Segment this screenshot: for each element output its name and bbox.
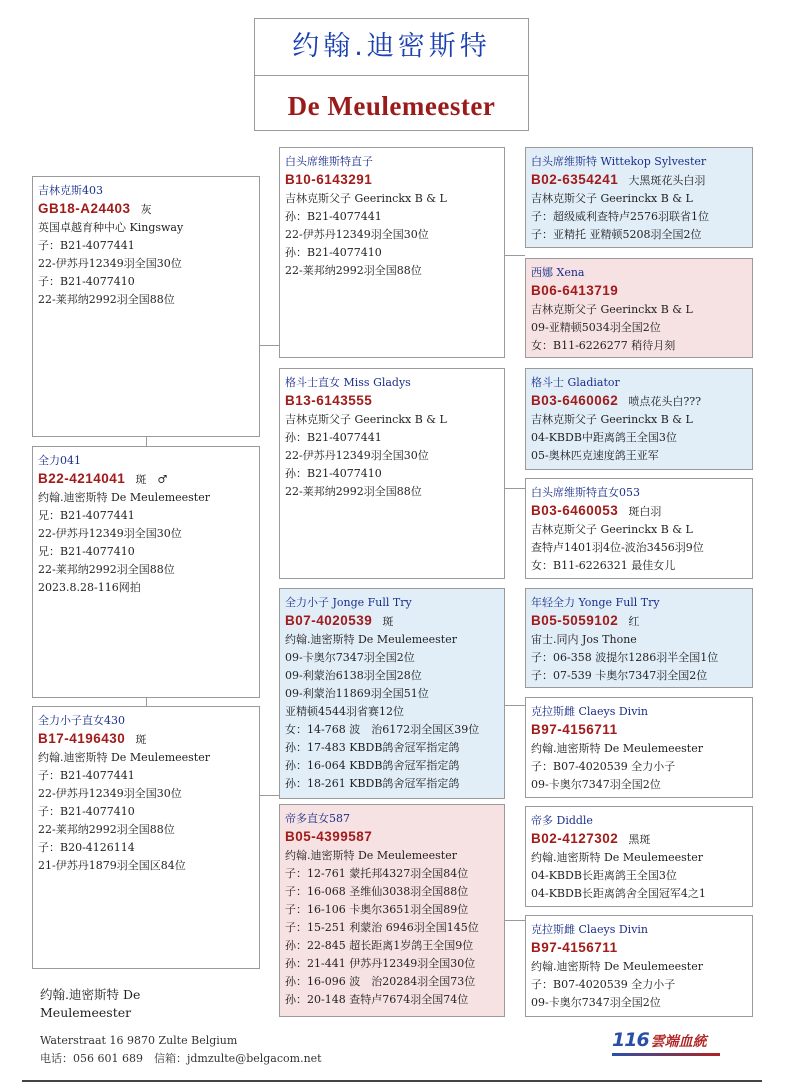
feather-color: 灰 [140, 203, 152, 216]
bird-detail-line: 09-亚精顿5034羽全国2位 [531, 321, 661, 334]
ring-number: B05-5059102 [531, 613, 619, 628]
bird-detail-line: 22-莱邦纳2992羽全国88位 [38, 563, 175, 576]
bird-detail-line: 英国卓越育种中心 Kingsway [38, 221, 184, 234]
pedigree-card-dds [525, 806, 753, 907]
bird-name: 克拉斯雌 Claeys Divin [531, 923, 649, 936]
title-chinese: 约翰.迪密斯特 [255, 19, 528, 76]
bird-detail-line: 孙：22-845 超长距离1岁鸽王全国9位 [285, 939, 474, 952]
bird-detail-line: 查特卢1401羽4位-波治3456羽9位 [531, 541, 704, 554]
bird-detail-line: 09-卡奥尔7347羽全国2位 [531, 996, 661, 1009]
bird-detail-line: 子：B20-4126114 [38, 841, 135, 854]
bird-detail-line: 22-莱邦纳2992羽全国88位 [285, 264, 422, 277]
ring-number: B22-4214041 [38, 471, 126, 486]
bird-detail-line: 子：06-358 波提尔1286羽半全国1位 [531, 651, 719, 664]
ring-line [531, 612, 752, 631]
feather-color: 大黑斑花头白羽 [628, 174, 706, 187]
pedigree-card-dsd [525, 697, 753, 798]
bird-name: 全力小子 Jonge Full Try [285, 596, 412, 609]
pedigree-card-sdd [525, 478, 753, 579]
bird-detail-line: 约翰.迪密斯特 De Meulemeester [285, 849, 457, 862]
bird-name: 白头席维斯特 Wittekop Sylvester [531, 155, 707, 168]
ring-number: B06-6413719 [531, 283, 619, 298]
feather-color: 红 [628, 615, 640, 628]
ring-number: B03-6460053 [531, 503, 619, 518]
bird-detail-line: 22-莱邦纳2992羽全国88位 [285, 485, 422, 498]
address-line: Waterstraat 16 9870 Zulte Belgium [40, 1034, 238, 1047]
ring-line [38, 730, 259, 749]
ring-number: B05-4399587 [285, 829, 373, 844]
bird-detail-line: 女：B11-6226321 最佳女儿 [531, 559, 676, 572]
bird-detail-line: 吉林克斯父子 Geerinckx B & L [531, 192, 693, 205]
bird-name: 克拉斯雌 Claeys Divin [531, 705, 649, 718]
breeder-name-line1: 约翰.迪密斯特 De [40, 987, 141, 1002]
connector-line [146, 436, 147, 446]
ring-number: B10-6143291 [285, 172, 373, 187]
bird-name: 白头席维斯特直子 [285, 155, 373, 168]
bird-detail-line: 约翰.迪密斯特 De Meulemeester [38, 751, 210, 764]
bird-detail-line: 子：B21-4077441 [38, 769, 135, 782]
bird-name: 全力小子直女430 [38, 714, 125, 727]
pedigree-card-subject [32, 176, 260, 437]
bird-detail-line: 宙士.同内 Jos Thone [531, 633, 637, 646]
bird-detail-line: 09-利蒙治11869羽全国51位 [285, 687, 429, 700]
bird-detail-line: 22-伊苏丹12349羽全国30位 [38, 787, 182, 800]
ring-line [38, 200, 259, 219]
ring-number: B97-4156711 [531, 940, 618, 955]
bird-detail-line: 兄：B21-4077410 [38, 545, 135, 558]
bird-detail-line: 04-KBDB中距离鸽王全国3位 [531, 431, 677, 444]
bird-detail-line: 子：B21-4077410 [38, 275, 135, 288]
bird-detail-line: 孙：16-096 波 治20284羽全国73位 [285, 975, 476, 988]
bird-detail-line: 04-KBDB长距离鸽舍全国冠军4之1 [531, 887, 706, 900]
bird-name: 年轻全力 Yonge Full Try [531, 596, 660, 609]
ring-line [285, 828, 504, 847]
bird-detail-line: 吉林克斯父子 Geerinckx B & L [285, 413, 447, 426]
bird-detail-line: 22-莱邦纳2992羽全国88位 [38, 293, 175, 306]
bird-detail-line: 兄：B21-4077441 [38, 509, 135, 522]
logo-number: 116 [612, 1029, 649, 1051]
bird-detail-line: 女：14-768 波 治6172羽全国区39位 [285, 723, 480, 736]
ring-line [285, 171, 504, 190]
bird-detail-line: 09-卡奥尔7347羽全国2位 [531, 778, 661, 791]
connector-line [504, 255, 525, 256]
bird-detail-line: 孙：B21-4077410 [285, 467, 382, 480]
pedigree-card-ssd [525, 258, 753, 358]
contact-line: 电话：056 601 689 信箱：jdmzulte@belgacom.net [40, 1052, 322, 1065]
bird-detail-line: 2023.8.28-116网拍 [38, 581, 141, 594]
bird-name: 格斗士 Gladiator [531, 376, 620, 389]
bird-detail-line: 21-伊苏丹1879羽全国区84位 [38, 859, 186, 872]
bird-detail-line: 22-伊苏丹12349羽全国30位 [38, 257, 182, 270]
pedigree-card-dss [525, 588, 753, 688]
breeder-name [40, 986, 180, 1022]
feather-color: 喷点花头白??? [628, 395, 702, 408]
ring-number: B07-4020539 [285, 613, 373, 628]
pedigree-card-sire [32, 446, 260, 698]
bird-detail-line: 子：15-251 利蒙治 6946羽全国145位 [285, 921, 479, 934]
bird-detail-line: 孙：20-148 查特卢7674羽全国74位 [285, 993, 469, 1006]
bird-detail-line: 约翰.迪密斯特 De Meulemeester [531, 851, 703, 864]
bird-detail-line: 05-奥林匹克速度鸽王亚军 [531, 449, 659, 462]
bird-detail-line: 22-莱邦纳2992羽全国88位 [38, 823, 175, 836]
bird-detail-line: 吉林克斯父子 Geerinckx B & L [285, 192, 447, 205]
ring-number: B02-4127302 [531, 831, 619, 846]
bird-detail-line: 子：B07-4020539 全力小子 [531, 760, 676, 773]
ring-number: B17-4196430 [38, 731, 126, 746]
pedigree-card-dam-dam [279, 804, 505, 1017]
breeder-contact [40, 1032, 322, 1068]
bird-detail-line: 09-利蒙治6138羽全国28位 [285, 669, 422, 682]
pedigree-card-ddd [525, 915, 753, 1017]
bird-name: 吉林克斯403 [38, 184, 103, 197]
ring-line [531, 830, 752, 849]
bird-detail-line: 子：16-068 圣维仙3038羽全国88位 [285, 885, 469, 898]
bird-name: 西娜 Xena [531, 266, 585, 279]
feather-color: 黑斑 [628, 833, 651, 846]
bird-detail-line: 子：B21-4077441 [38, 239, 135, 252]
feather-color: 斑 ♂ [135, 473, 168, 486]
bird-name: 帝多直女587 [285, 812, 350, 825]
bird-detail-line: 子：超级威利查特卢2576羽联省1位 [531, 210, 709, 223]
bird-detail-line: 22-伊苏丹12349羽全国30位 [38, 527, 182, 540]
bird-detail-line: 子：16-106 卡奥尔3651羽全国89位 [285, 903, 469, 916]
logo-116 [612, 1029, 707, 1055]
logo-underline [612, 1053, 720, 1056]
connector-line [146, 697, 147, 706]
connector-line [259, 795, 279, 796]
bottom-rule [22, 1080, 762, 1082]
bird-detail-line: 孙：B21-4077441 [285, 431, 382, 444]
ring-line [531, 282, 752, 301]
logo-text: 雲端血統 [650, 1034, 707, 1050]
ring-line [285, 392, 504, 411]
bird-detail-line: 吉林克斯父子 Geerinckx B & L [531, 523, 693, 536]
ring-number: B13-6143555 [285, 393, 373, 408]
bird-name: 白头席维斯特直女053 [531, 486, 640, 499]
bird-detail-line: 子：B07-4020539 全力小子 [531, 978, 676, 991]
feather-color: 斑 [135, 733, 147, 746]
connector-line [504, 488, 525, 489]
ring-line [531, 171, 752, 190]
pedigree-card-sss [525, 147, 753, 248]
bird-detail-line: 孙：21-441 伊苏丹12349羽全国30位 [285, 957, 476, 970]
bird-detail-line: 吉林克斯父子 Geerinckx B & L [531, 413, 693, 426]
bird-detail-line: 子：07-539 卡奥尔7347羽全国2位 [531, 669, 708, 682]
ring-line [531, 721, 752, 740]
connector-line [504, 920, 525, 921]
ring-line [531, 502, 752, 521]
pedigree-card-sire-sire [279, 147, 505, 358]
ring-line [531, 939, 752, 958]
bird-detail-line: 约翰.迪密斯特 De Meulemeester [285, 633, 457, 646]
breeder-name-line2: Meulemeester [40, 1005, 132, 1020]
bird-detail-line: 吉林克斯父子 Geerinckx B & L [531, 303, 693, 316]
feather-color: 斑白羽 [628, 505, 662, 518]
pedigree-card-dam [32, 706, 260, 969]
bird-detail-line: 子：B21-4077410 [38, 805, 135, 818]
ring-number: B02-6354241 [531, 172, 619, 187]
bird-detail-line: 约翰.迪密斯特 De Meulemeester [38, 491, 210, 504]
ring-line [38, 470, 259, 489]
bird-detail-line: 约翰.迪密斯特 De Meulemeester [531, 960, 703, 973]
ring-number: B97-4156711 [531, 722, 618, 737]
bird-detail-line: 孙：16-064 KBDB鸽舍冠军指定鸽 [285, 759, 460, 772]
title-box [254, 18, 529, 131]
bird-detail-line: 女：B11-6226277 稍待月刻 [531, 339, 676, 352]
bird-name: 全力041 [38, 454, 81, 467]
connector-line [504, 705, 525, 706]
bird-name: 格斗士直女 Miss Gladys [285, 376, 411, 389]
bird-detail-line: 孙：B21-4077410 [285, 246, 382, 259]
bird-detail-line: 孙：17-483 KBDB鸽舍冠军指定鸽 [285, 741, 460, 754]
pedigree-card-sds [525, 368, 753, 470]
feather-color: 斑 [382, 615, 394, 628]
bird-detail-line: 孙：B21-4077441 [285, 210, 382, 223]
bird-detail-line: 约翰.迪密斯特 De Meulemeester [531, 742, 703, 755]
pedigree-card-dam-sire [279, 588, 505, 799]
bird-detail-line: 22-伊苏丹12349羽全国30位 [285, 449, 429, 462]
bird-detail-line: 09-卡奥尔7347羽全国2位 [285, 651, 415, 664]
title-english: De Meulemeester [287, 91, 496, 121]
connector-line [259, 345, 279, 346]
bird-detail-line: 子：12-761 蒙托邦4327羽全国84位 [285, 867, 469, 880]
bird-detail-line: 22-伊苏丹12349羽全国30位 [285, 228, 429, 241]
ring-number: GB18-A24403 [38, 201, 131, 216]
ring-line [531, 392, 752, 411]
bird-detail-line: 孙：18-261 KBDB鸽舍冠军指定鸽 [285, 777, 460, 790]
bird-detail-line: 04-KBDB长距离鸽王全国3位 [531, 869, 677, 882]
ring-number: B03-6460062 [531, 393, 619, 408]
pedigree-card-sire-dam [279, 368, 505, 579]
bird-detail-line: 亚精顿4544羽省赛12位 [285, 705, 404, 718]
bird-detail-line: 子：亚精托 亚精顿5208羽全国2位 [531, 228, 702, 241]
bird-name: 帝多 Diddle [531, 814, 593, 827]
ring-line [285, 612, 504, 631]
